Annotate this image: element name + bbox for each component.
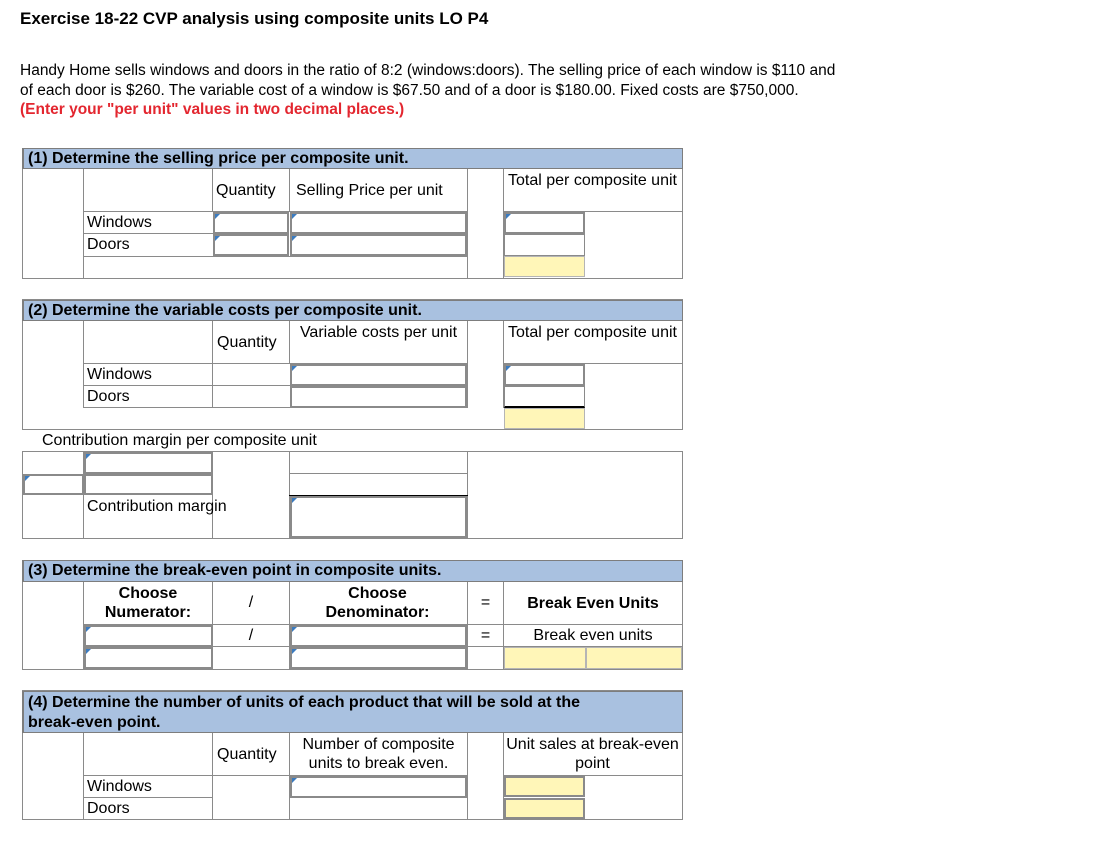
part1-header: (1) Determine the selling price per composite unit. [22, 148, 683, 169]
part4-header-line-2: break-even point. [28, 714, 161, 731]
part2-header: (2) Determine the variable costs per composite unit. [22, 300, 683, 321]
exercise-title: Exercise 18-22 CVP analysis using composite units LO P4 [20, 9, 489, 28]
part1-doors-price-input[interactable] [290, 234, 467, 256]
cm-row1-input[interactable] [84, 452, 213, 474]
cm-row-label: Contribution margin [87, 498, 227, 515]
part2-col-total: Total per composite unit [508, 324, 677, 341]
denominator-select[interactable] [290, 625, 467, 647]
division-sign: / [248, 594, 254, 611]
part1-row-doors: Doors [87, 236, 130, 253]
part2-row-doors: Doors [87, 388, 130, 405]
part4-row-doors: Doors [87, 800, 130, 817]
denominator-label: Choose Denominator: [325, 585, 430, 621]
cm-row2-left-input[interactable] [23, 474, 84, 495]
part2-doors-cost-input[interactable] [290, 386, 467, 408]
break-even-units-header: Break Even Units [527, 595, 659, 612]
part1-windows-total-input[interactable] [504, 212, 585, 234]
instruction-note: (Enter your "per unit" values in two decimal places.) [20, 101, 405, 118]
part2-col-cost: Variable costs per unit [299, 324, 458, 341]
equals-sign: = [480, 594, 491, 611]
part4-col-quantity: Quantity [217, 746, 277, 763]
part1-windows-quantity-input[interactable] [213, 212, 289, 234]
break-even-units-label: Break even units [533, 627, 653, 644]
part1-row-windows: Windows [87, 214, 152, 231]
numerator-select[interactable] [84, 625, 213, 647]
part4-windows-sales-cell[interactable] [504, 776, 585, 797]
numerator-label: Choose Numerator: [104, 585, 192, 621]
equals-sign-row: = [480, 627, 491, 644]
part3-header: (3) Determine the break-even point in composite units. [22, 560, 683, 582]
part1-col-total: Total per composite unit [508, 172, 677, 189]
cm-total-input[interactable] [290, 496, 467, 538]
numerator-value-input[interactable] [84, 647, 213, 669]
division-sign-row: / [248, 627, 254, 644]
part4-row-windows: Windows [87, 778, 152, 795]
part4-header-line-1: (4) Determine the number of units of each product that will be sold at the [28, 694, 581, 711]
part4-col-sales: Unit sales at break-even point [506, 736, 679, 772]
part2-doors-total-input[interactable] [504, 386, 585, 408]
part2-windows-cost-input[interactable] [290, 364, 467, 386]
part2-windows-total-input[interactable] [504, 364, 585, 386]
part4-doors-sales-cell[interactable] [504, 798, 585, 819]
part2-col-quantity: Quantity [217, 334, 277, 351]
part1-doors-total-input[interactable] [504, 234, 585, 256]
description-line-2: of each door is $260. The variable cost of a window is $67.50 and of a door is $180.00. Fixed costs are $750,000. [20, 81, 799, 99]
part4-col-composite: Number of composite units to break even. [302, 736, 455, 772]
problem-description [20, 61, 1020, 100]
part1-col-quantity: Quantity [216, 182, 276, 199]
part4-header [22, 691, 683, 733]
part1-windows-price-input[interactable] [290, 212, 467, 234]
part1-doors-quantity-input[interactable] [213, 234, 289, 256]
denominator-value-input[interactable] [290, 647, 467, 669]
part2-row-windows: Windows [87, 366, 152, 383]
break-even-result-cell[interactable] [504, 647, 586, 669]
part4-composite-units-input[interactable] [290, 776, 467, 798]
part1-col-price: Selling Price per unit [296, 182, 443, 199]
cm-row2-input[interactable] [84, 474, 213, 495]
break-even-units-cell[interactable] [586, 647, 682, 669]
part2-composite-total-cell[interactable] [504, 408, 585, 429]
cm-section-label: Contribution margin per composite unit [42, 432, 317, 449]
description-line-1: Handy Home sells windows and doors in the ratio of 8:2 (windows:doors). The selling price of each window is $110 and [20, 62, 836, 79]
part1-composite-total-cell[interactable] [504, 256, 585, 277]
